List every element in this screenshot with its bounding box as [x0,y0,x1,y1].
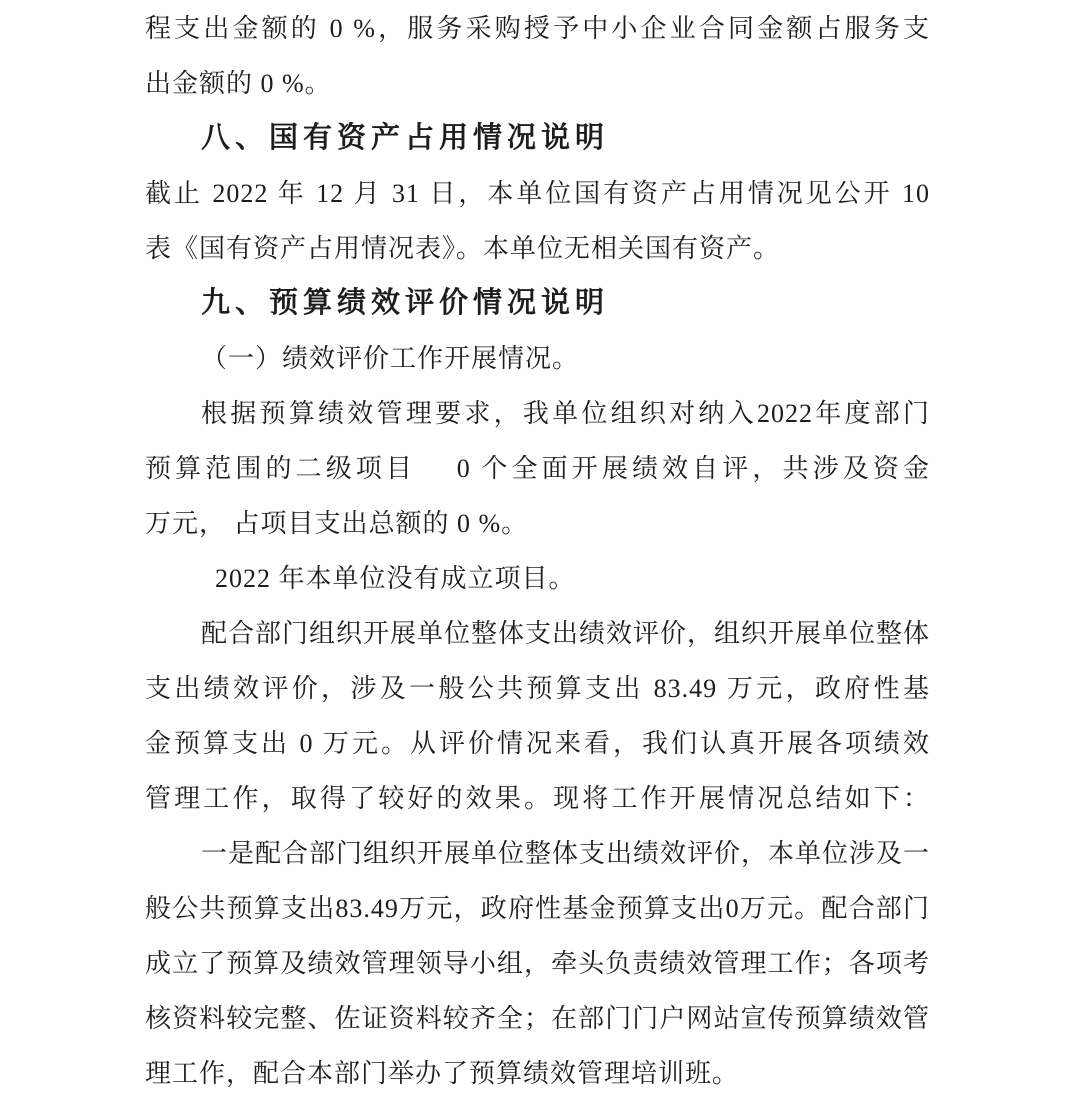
text-line: 支出绩效评价，涉及一般公共预算支出 83.49 万元，政府性基 [145,674,930,703]
text-line: 般公共预算支出83.49万元，政府性基金预算支出0万元。配合部门 [145,894,930,923]
text-line: 程支出金额的 0 %，服务采购授予中小企业合同金额占服务支 [145,14,930,43]
text-line: 金预算支出 0 万元。从评价情况来看，我们认真开展各项绩效 [145,729,930,758]
text-line: 出金额的 0 %。 [145,69,332,98]
text-line: 万元， 占项目支出总额的 0 %。 [145,509,529,538]
text-line: 截止 2022 年 12 月 31 日，本单位国有资产占用情况见公开 10 [145,179,930,208]
text-line: 核资料较完整、佐证资料较齐全；在部门门户网站宣传预算绩效管 [145,1004,930,1033]
text-line: 管理工作，取得了较好的效果。现将工作开展情况总结如下： [145,784,930,813]
section-heading: 九、预算绩效评价情况说明 [201,287,610,319]
text-line: 预算范围的二级项目 0 个全面开展绩效自评，共涉及资金 [145,454,930,483]
section-heading: 八、国有资产占用情况说明 [201,122,610,154]
text-line: 2022 年本单位没有成立项目。 [215,564,576,593]
text-line: 理工作，配合本部门举办了预算绩效管理培训班。 [145,1059,740,1088]
text-line: 成立了预算及绩效管理领导小组，牵头负责绩效管理工作；各项考 [145,949,930,978]
text-line: 配合部门组织开展单位整体支出绩效评价，组织开展单位整体 [201,619,930,648]
text-line: 表《国有资产占用情况表》。本单位无相关国有资产。 [145,234,781,263]
text-line: （一）绩效评价工作开展情况。 [201,344,580,373]
text-line: 根据预算绩效管理要求，我单位组织对纳入2022年度部门 [201,399,930,428]
text-line: 一是配合部门组织开展单位整体支出绩效评价，本单位涉及一 [201,839,930,868]
